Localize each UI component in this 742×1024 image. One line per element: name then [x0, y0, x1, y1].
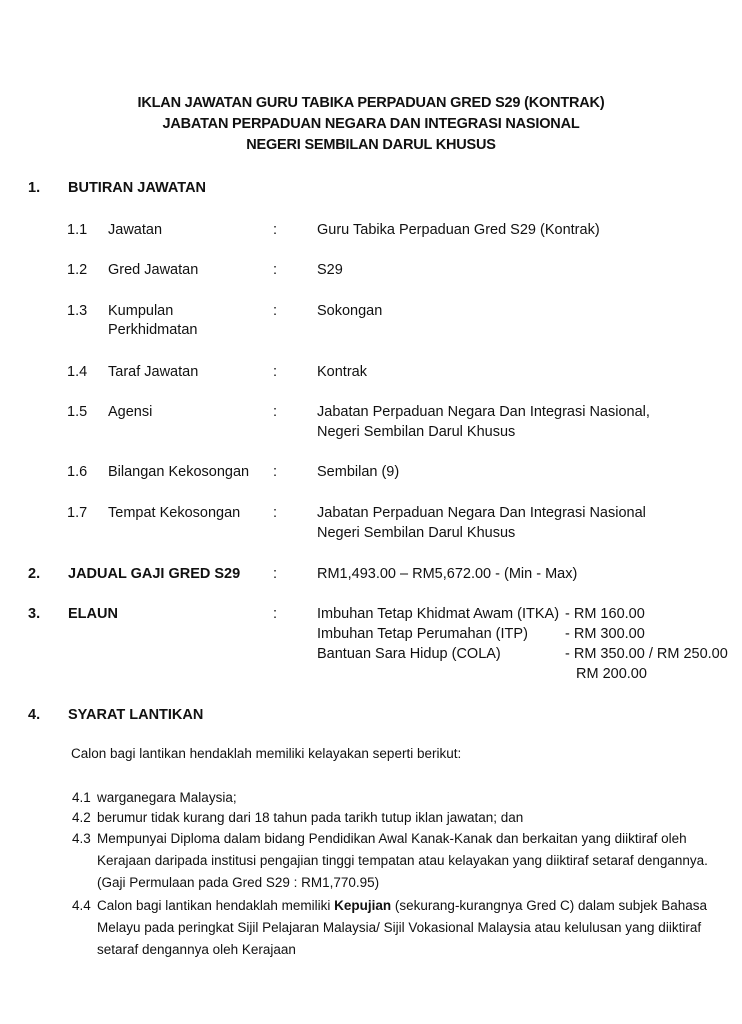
section-1-title: BUTIRAN JAWATAN [68, 180, 207, 196]
heading-line-3: NEGERI SEMBILAN DARUL KHUSUS [246, 137, 496, 153]
item-1-5-value-line-2: Negeri Sembilan Darul Khusus [317, 424, 516, 440]
item-1-7-value: Jabatan Perpaduan Negara Dan Integrasi Nasional [317, 505, 646, 521]
heading-line-2: JABATAN PERPADUAN NEGARA DAN INTEGRASI NASIONAL [162, 116, 580, 132]
item-4-3-text-line-2: Kerajaan daripada institusi pengajian tinggi tempatan atau kelayakan yang diiktiraf setaraf dengannya. [97, 853, 708, 868]
item-1-6-label: Bilangan Kekosongan [108, 464, 250, 480]
item-1-5-label: Agensi [108, 404, 153, 420]
item-4-4-text [97, 896, 707, 915]
item-4-4-number: 4.4 [72, 898, 91, 913]
item-1-4-value: Kontrak [317, 364, 367, 380]
item-1-3-label: Kumpulan [108, 303, 174, 319]
item-1-3-colon: : [273, 303, 278, 319]
section-1-number: 1. [28, 180, 41, 196]
item-4-2-text: berumur tidak kurang dari 18 tahun pada tarikh tutup iklan jawatan; dan [97, 810, 524, 825]
item-4-3-text: Mempunyai Diploma dalam bidang Pendidikan Awal Kanak-Kanak dan berkaitan yang diiktiraf oleh [97, 831, 687, 846]
allowance-cola-amount-line-2: RM 200.00 [576, 666, 647, 682]
item-1-7-number: 1.7 [67, 505, 88, 521]
allowance-itka-amount: - RM 160.00 [565, 606, 645, 622]
section-2-colon: : [273, 566, 278, 582]
item-1-6-value: Sembilan (9) [317, 464, 400, 480]
allowance-cola-amount: - RM 350.00 / RM 250.00 [565, 646, 728, 662]
item-1-6-number: 1.6 [67, 464, 88, 480]
item-1-5-colon: : [273, 404, 278, 420]
item-1-4-colon: : [273, 364, 278, 380]
section-2-number: 2. [28, 566, 41, 582]
item-1-1-label: Jawatan [108, 222, 163, 238]
allowance-itp-name: Imbuhan Tetap Perumahan (ITP) [317, 626, 528, 642]
item-1-2-number: 1.2 [67, 262, 88, 278]
item-4-4-text-post: (sekurang-kurangnya Gred C) dalam subjek Bahasa [391, 898, 708, 913]
item-1-4-label: Taraf Jawatan [108, 364, 199, 380]
item-4-2-number: 4.2 [72, 810, 91, 825]
item-4-3-text-line-3: (Gaji Permulaan pada Gred S29 : RM1,770.95) [97, 875, 380, 890]
item-4-4-text-line-3: setaraf dengannya oleh Kerajaan [97, 942, 296, 957]
item-1-2-label: Gred Jawatan [108, 262, 199, 278]
allowance-itp-amount: - RM 300.00 [565, 626, 645, 642]
section-3-number: 3. [28, 606, 41, 622]
item-1-3-value: Sokongan [317, 303, 383, 319]
item-4-4-text-bold: Kepujian [334, 898, 392, 913]
item-1-7-label: Tempat Kekosongan [108, 505, 241, 521]
heading-line-1: IKLAN JAWATAN GURU TABIKA PERPADUAN GRED S29 (KONTRAK) [137, 95, 605, 111]
section-3-title: ELAUN [68, 606, 118, 622]
allowance-itka-name: Imbuhan Tetap Khidmat Awam (ITKA) [317, 606, 560, 622]
item-1-4-number: 1.4 [67, 364, 88, 380]
item-1-5-value: Jabatan Perpaduan Negara Dan Integrasi Nasional, [317, 404, 650, 420]
item-1-1-colon: : [273, 222, 278, 238]
item-4-4-text-line-2: Melayu pada peringkat Sijil Pelajaran Malaysia/ Sijil Vokasional Malaysia atau kelulusan yang diiktiraf [97, 920, 702, 935]
section-4-title: SYARAT LANTIKAN [68, 707, 204, 723]
item-4-4-text-pre: Calon bagi lantikan hendaklah memiliki [97, 898, 335, 913]
salary-range: RM1,493.00 – RM5,672.00 - (Min - Max) [317, 566, 578, 582]
section-4-intro: Calon bagi lantikan hendaklah memiliki kelayakan seperti berikut: [71, 746, 462, 761]
item-1-6-colon: : [273, 464, 278, 480]
section-3-colon: : [273, 606, 278, 622]
item-4-1-text: warganegara Malaysia; [97, 790, 237, 805]
item-4-3-number: 4.3 [72, 831, 91, 846]
item-1-3-label-line-2: Perkhidmatan [108, 322, 198, 338]
item-1-2-value: S29 [317, 262, 343, 278]
item-1-1-value: Guru Tabika Perpaduan Gred S29 (Kontrak) [317, 222, 600, 238]
item-1-1-number: 1.1 [67, 222, 88, 238]
item-1-3-number: 1.3 [67, 303, 88, 319]
item-1-2-colon: : [273, 262, 278, 278]
allowance-cola-name: Bantuan Sara Hidup (COLA) [317, 646, 501, 662]
section-2-title: JADUAL GAJI GRED S29 [68, 566, 241, 582]
item-4-1-number: 4.1 [72, 790, 91, 805]
section-4-number: 4. [28, 707, 41, 723]
item-1-7-value-line-2: Negeri Sembilan Darul Khusus [317, 525, 516, 541]
item-1-5-number: 1.5 [67, 404, 88, 420]
item-1-7-colon: : [273, 505, 278, 521]
